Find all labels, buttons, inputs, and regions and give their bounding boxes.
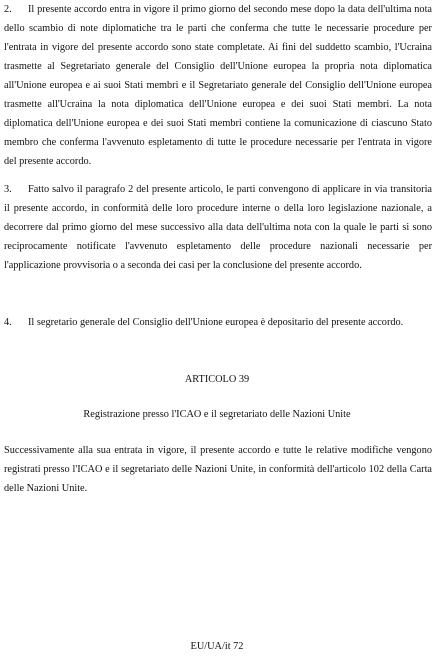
- paragraph-number: 2.: [4, 4, 12, 15]
- paragraph-number: 3.: [4, 184, 12, 195]
- article-subtitle: Registrazione presso l'ICAO e il segretariato delle Nazioni Unite: [83, 409, 351, 420]
- article-title: ARTICOLO 39: [184, 374, 250, 385]
- paragraph-text: Il presente accordo entra in vigore il primo giorno del secondo mese dopo la data dell'ultima nota dello scambio di note diplomatiche tra le parti che conferma che tutte le necessarie procedure per l'entrata in vigore del presente accordo sono state completate. Ai fini del suddetto scambio, l'Ucraina trasmette al Segretariato generale del Consiglio dell'Unione europea la propria nota diplomatica all'Unione europea e ai suoi Stati membri e il Segretariato generale del Consiglio dell'Unione europea trasmette all'Ucraina la nota diplomatica dell'Unione europea e dei suoi Stati membri. La nota diplomatica dell'Unione europea e dei suoi Stati membri contiene la comunicazione di ciascuno Stato membro che conferma l'avvenuto espletamento di tutte le procedure necessarie per l'entrata in vigore del presente accordo.: [4, 4, 432, 167]
- paragraph-number: 4.: [4, 317, 12, 328]
- paragraph-text: Fatto salvo il paragrafo 2 del presente articolo, le parti convengono di applicare in via transitoria il presente accordo, in conformità delle loro procedure interne o della loro legislazione nazionale, a decorrere dal primo giorno del mese successivo alla data dell'ultima nota con la quale le parti si sono reciprocamente notificate l'avvenuto espletamento delle procedure nazionali necessarie per l'applicazione provvisoria o a seconda dei casi per la conclusione del presente accordo.: [4, 184, 432, 271]
- paragraph-text: Il segretario generale del Consiglio dell'Unione europea è depositario del presente accordo.: [28, 317, 404, 328]
- paragraph-4: [4, 313, 432, 332]
- paragraph-3: [4, 180, 432, 275]
- paragraph-2: [4, 0, 432, 171]
- article-body: Successivamente alla sua entrata in vigore, il presente accordo e tutte le relative modifiche vengono registrati presso l'ICAO e il segretariato delle Nazioni Unite, in conformità dell'articolo 102 della Carta delle Nazioni Unite.: [4, 445, 432, 494]
- page-footer-reference: EU/UA/it 72: [190, 641, 244, 652]
